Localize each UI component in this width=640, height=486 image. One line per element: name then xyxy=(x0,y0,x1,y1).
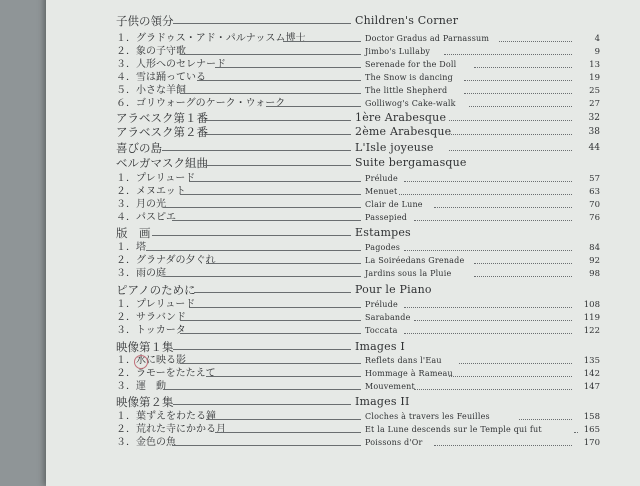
toc-western-title: La Soiréedans Grenade xyxy=(365,256,465,265)
leader-line xyxy=(215,67,361,68)
toc-japanese-title: ４．パスピエ xyxy=(116,212,176,223)
leader-line xyxy=(172,445,361,446)
leader-line xyxy=(163,276,361,277)
dotted-leader xyxy=(499,41,572,42)
dotted-leader xyxy=(404,250,572,251)
page-number: 4 xyxy=(594,34,600,44)
leader-line xyxy=(180,93,361,94)
leader-line xyxy=(194,292,352,293)
toc-western-title: The Snow is dancing xyxy=(365,73,453,82)
toc-item-row xyxy=(0,172,640,186)
toc-item-row xyxy=(0,198,640,212)
toc-western-title: Serenade for the Doll xyxy=(365,60,457,69)
toc-japanese-title: 喜びの島 xyxy=(116,141,162,155)
toc-japanese-title: ベルガマスク組曲 xyxy=(116,156,208,170)
toc-japanese-title: ２．メヌエット xyxy=(116,186,186,197)
page-number: 57 xyxy=(589,174,600,184)
dotted-leader xyxy=(414,389,572,390)
toc-western-title: Images I xyxy=(355,340,405,353)
toc-section-row xyxy=(0,156,640,170)
leader-line xyxy=(180,320,361,321)
toc-section-row xyxy=(0,340,640,354)
toc-japanese-title: ３．月の光 xyxy=(116,199,166,210)
toc-japanese-title: ３．雨の庭 xyxy=(116,268,166,279)
leader-line xyxy=(180,194,361,195)
toc-section-row xyxy=(0,14,640,28)
leader-line xyxy=(152,235,352,236)
page-number: 92 xyxy=(589,256,600,266)
leader-line xyxy=(173,404,352,405)
toc-western-title: Jimbo's Lullaby xyxy=(365,47,431,56)
toc-section-row xyxy=(0,125,640,139)
toc-section-row xyxy=(0,141,640,155)
page-number: 27 xyxy=(589,99,600,109)
leader-line xyxy=(197,80,361,81)
toc-western-title: Passepied xyxy=(365,213,408,222)
toc-western-title: 1ère Arabesque xyxy=(355,111,447,124)
toc-western-title: Menuet xyxy=(365,187,398,196)
leader-line xyxy=(189,307,361,308)
page-number: 19 xyxy=(589,73,600,83)
toc-section-row xyxy=(0,111,640,125)
leader-line xyxy=(204,134,351,135)
toc-item-row xyxy=(0,84,640,98)
toc-item-row xyxy=(0,436,640,450)
toc-western-title: 2ème Arabesque xyxy=(355,125,452,138)
toc-western-title: Mouvement xyxy=(365,382,415,391)
toc-western-title: Estampes xyxy=(355,226,411,239)
toc-western-title: The little Shepherd xyxy=(365,86,448,95)
leader-line xyxy=(204,120,351,121)
toc-japanese-title: 子供の領分 xyxy=(116,14,174,28)
leader-line xyxy=(180,333,361,334)
leader-line xyxy=(163,207,361,208)
toc-western-title: Golliwog's Cake-walk xyxy=(365,99,456,108)
toc-western-title: Prélude xyxy=(365,174,398,183)
toc-item-row xyxy=(0,410,640,424)
page-number: 165 xyxy=(583,425,600,435)
dotted-leader xyxy=(399,194,572,195)
dotted-leader xyxy=(449,120,572,121)
leader-line xyxy=(266,106,361,107)
toc-japanese-title: アラベスク第１番 xyxy=(116,111,208,125)
toc-item-row xyxy=(0,32,640,46)
page-number: 122 xyxy=(583,326,600,336)
page-number: 135 xyxy=(583,356,600,366)
dotted-leader xyxy=(464,80,572,81)
leader-line xyxy=(173,23,352,24)
toc-western-title: Poissons d'Or xyxy=(365,438,423,447)
toc-japanese-title: ピアノのために xyxy=(116,283,196,297)
toc-japanese-title: １．葉ずえをわたる鐘 xyxy=(116,411,216,422)
toc-item-row xyxy=(0,241,640,255)
page-number: 147 xyxy=(583,382,600,392)
dotted-leader xyxy=(459,363,572,364)
toc-japanese-title: ２．ラモーをたたえて xyxy=(116,368,216,379)
dotted-leader xyxy=(474,263,572,264)
page-number: 38 xyxy=(588,127,600,137)
toc-japanese-title: ６．ゴリウォーグのケーク・ウォーク xyxy=(116,98,286,109)
toc-section-row xyxy=(0,226,640,240)
toc-japanese-title: １．水に映る影 xyxy=(116,355,186,366)
toc-western-title: Children's Corner xyxy=(355,14,459,27)
dotted-leader xyxy=(404,181,572,182)
dotted-leader xyxy=(434,207,572,208)
leader-line xyxy=(180,54,361,55)
page-number: 63 xyxy=(589,187,600,197)
leader-line xyxy=(163,389,361,390)
toc-japanese-title: ２．荒れた寺にかかる月 xyxy=(116,424,226,435)
toc-item-row xyxy=(0,298,640,312)
toc-japanese-title: アラベスク第２番 xyxy=(116,125,208,139)
toc-section-row xyxy=(0,283,640,297)
page-number: 25 xyxy=(589,86,600,96)
toc-western-title: Pour le Piano xyxy=(355,283,432,296)
toc-western-title: Clair de Lune xyxy=(365,200,423,209)
toc-western-title: Toccata xyxy=(365,326,398,335)
leader-line xyxy=(162,150,351,151)
toc-japanese-title: １．塔 xyxy=(116,242,146,253)
toc-item-row xyxy=(0,423,640,437)
toc-section-row xyxy=(0,395,640,409)
toc-japanese-title: ３．金色の魚 xyxy=(116,437,176,448)
dotted-leader xyxy=(469,106,572,107)
leader-line xyxy=(146,250,361,251)
toc-japanese-title: １．グラドゥス・アド・パルナッスム博士 xyxy=(116,33,306,44)
leader-line xyxy=(206,419,361,420)
dotted-leader xyxy=(449,376,572,377)
toc-western-title: Cloches à travers les Feuilles xyxy=(365,412,490,421)
toc-western-title: Hommage à Rameau xyxy=(365,369,453,378)
page-number: 76 xyxy=(589,213,600,223)
toc-japanese-title: ３．トッカータ xyxy=(116,325,186,336)
toc-japanese-title: ３．運 動 xyxy=(116,381,166,392)
toc-japanese-title: ４．雪は踊っている xyxy=(116,72,206,83)
dotted-leader xyxy=(444,54,572,55)
toc-japanese-title: ２．象の子守歌 xyxy=(116,46,186,57)
toc-western-title: Jardins sous la Pluie xyxy=(365,269,452,278)
toc-item-row xyxy=(0,354,640,368)
toc-japanese-title: １．プレリュード xyxy=(116,299,196,310)
dotted-leader xyxy=(404,333,572,334)
page-number: 108 xyxy=(583,300,600,310)
dotted-leader xyxy=(449,150,572,151)
toc-western-title: Prélude xyxy=(365,300,398,309)
leader-line xyxy=(283,41,361,42)
dotted-leader xyxy=(464,93,572,94)
toc-item-row xyxy=(0,185,640,199)
toc-item-row xyxy=(0,71,640,85)
dotted-leader xyxy=(449,134,572,135)
page-number: 98 xyxy=(589,269,600,279)
dotted-leader xyxy=(414,320,572,321)
dotted-leader xyxy=(414,220,572,221)
toc-western-title: Reflets dans l'Eau xyxy=(365,356,442,365)
toc-western-title: Pagodes xyxy=(365,243,401,252)
toc-western-title: Suite bergamasque xyxy=(355,156,467,169)
toc-item-row xyxy=(0,254,640,268)
leader-line xyxy=(172,220,361,221)
leader-line xyxy=(206,376,361,377)
toc-japanese-title: ５．小さな羊飼 xyxy=(116,85,186,96)
leader-line xyxy=(173,349,352,350)
leader-line xyxy=(206,263,361,264)
pencil-circle-mark xyxy=(134,355,148,369)
dotted-leader xyxy=(404,307,572,308)
page-number: 142 xyxy=(583,369,600,379)
toc-western-title: Doctor Gradus ad Parnassum xyxy=(365,34,490,43)
toc-item-row xyxy=(0,380,640,394)
page-number: 32 xyxy=(588,113,600,123)
page-number: 84 xyxy=(589,243,600,253)
dotted-leader xyxy=(474,276,572,277)
toc-item-row xyxy=(0,211,640,225)
toc-item-row xyxy=(0,45,640,59)
page-number: 9 xyxy=(594,47,600,57)
toc-item-row xyxy=(0,311,640,325)
leader-line xyxy=(189,181,361,182)
page-number: 13 xyxy=(589,60,600,70)
toc-japanese-title: ２．サラバンド xyxy=(116,312,186,323)
page-number: 158 xyxy=(583,412,600,422)
toc-item-row xyxy=(0,267,640,281)
toc-western-title: L'Isle joyeuse xyxy=(355,141,434,154)
page-number: 119 xyxy=(583,313,600,323)
toc-item-row xyxy=(0,58,640,72)
leader-line xyxy=(180,363,361,364)
dotted-leader xyxy=(519,419,572,420)
leader-line xyxy=(204,165,351,166)
toc-japanese-title: ３．人形へのセレナード xyxy=(116,59,226,70)
page-number: 70 xyxy=(589,200,600,210)
toc-japanese-title: ２．グラナダの夕ぐれ xyxy=(116,255,216,266)
toc-japanese-title: 映像第２集 xyxy=(116,395,174,409)
toc-japanese-title: 映像第１集 xyxy=(116,340,174,354)
dotted-leader xyxy=(474,67,572,68)
toc-western-title: Et la Lune descends sur le Temple qui fut xyxy=(365,425,542,434)
leader-line xyxy=(215,432,361,433)
toc-western-title: Sarabande xyxy=(365,313,411,322)
toc-item-row xyxy=(0,97,640,111)
toc-item-row xyxy=(0,367,640,381)
toc-japanese-title: １．プレリュード xyxy=(116,173,196,184)
toc-item-row xyxy=(0,324,640,338)
page-number: 44 xyxy=(588,143,600,153)
toc-western-title: Images II xyxy=(355,395,410,408)
toc-japanese-title: 版 画 xyxy=(116,226,151,240)
page-number: 170 xyxy=(583,438,600,448)
dotted-leader xyxy=(434,445,572,446)
